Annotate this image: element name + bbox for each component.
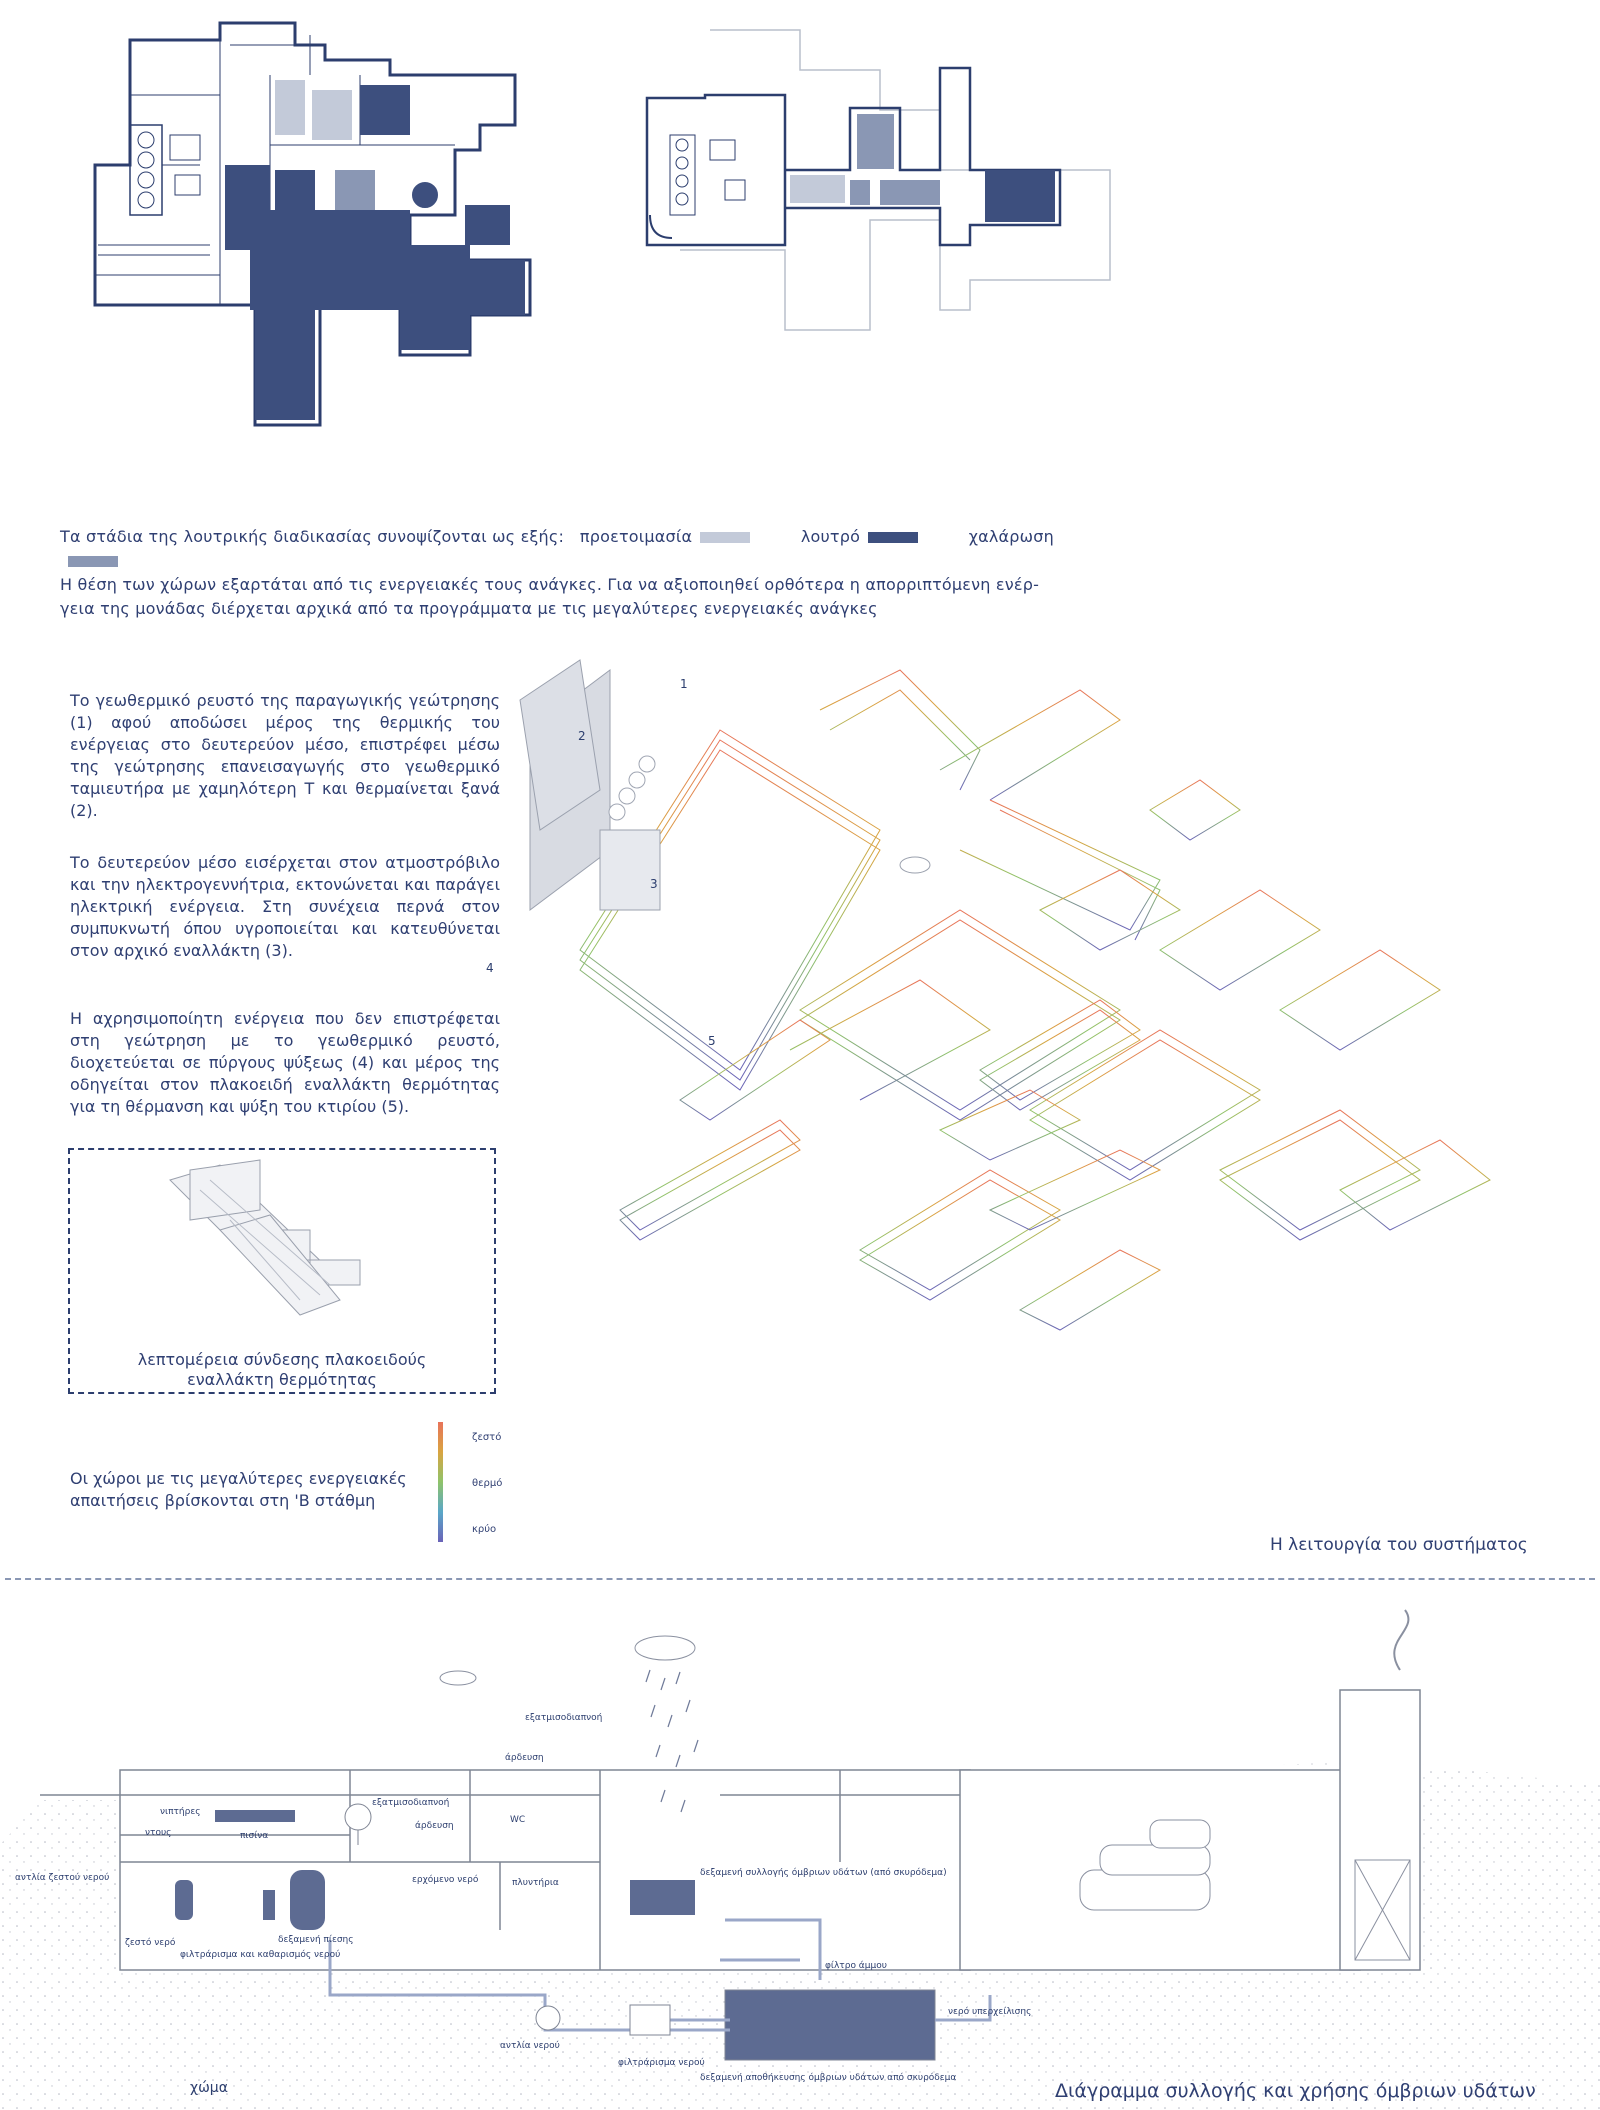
legend-preparation: προετοιμασία bbox=[579, 527, 693, 546]
floor-plan-level-b bbox=[640, 20, 1120, 340]
label-laundry: πλυντήρια bbox=[512, 1878, 559, 1888]
label-pressure-tank: δεξαμενή πίεσης bbox=[278, 1935, 354, 1945]
label-hot-water: ζεστό νερό bbox=[125, 1938, 176, 1948]
detail-caption-line-1: λεπτομέρεια σύνδεσης πλακοειδούς bbox=[137, 1350, 427, 1369]
floor-plan-level-a bbox=[60, 15, 720, 440]
paragraph-3: Η αχρησιμοποίητη ενέργεια που δεν επιστρέφεται στη γεώτρηση με το γεωθερμικό ρευστό, διοχετεύεται σε πύργους ψύξεως (4) και μέρος της οδηγείται στον πλακοειδή εναλλάκτη θερμότητας για τη θέρμανση και ψύξη του κτιρίου (5). bbox=[70, 1009, 500, 1116]
label-irrigation-top: άρδευση bbox=[505, 1753, 544, 1763]
axon-label-5: 5 bbox=[708, 1034, 716, 1048]
label-water-pump: αντλία νερού bbox=[500, 2041, 560, 2051]
rainwater-section-drawing bbox=[0, 1600, 1600, 2110]
legend-line-1 bbox=[60, 525, 1110, 573]
bath-swatch bbox=[868, 532, 918, 543]
scale-warm-label: θερμό bbox=[472, 1478, 503, 1489]
label-sand-filter: φίλτρο άμμου bbox=[825, 1961, 887, 1971]
label-running-water: ερχόμενο νερό bbox=[412, 1875, 479, 1885]
energy-note bbox=[70, 1468, 407, 1512]
axon-label-4: 4 bbox=[486, 961, 494, 975]
label-showers: ντους bbox=[145, 1828, 172, 1838]
section-divider bbox=[5, 1578, 1595, 1580]
label-irrigation: άρδευση bbox=[415, 1821, 454, 1831]
label-collect-tank: δεξαμενή συλλογής όμβριων υδάτων (από σκυρόδεμα) bbox=[700, 1868, 947, 1878]
preparation-swatch bbox=[700, 532, 750, 543]
label-evapotranspiration: εξατμισοδιαπνοή bbox=[372, 1798, 450, 1808]
label-pool: πισίνα bbox=[240, 1831, 269, 1841]
label-evapotranspiration-top: εξατμισοδιαπνοή bbox=[525, 1713, 603, 1723]
heat-exchanger-detail-drawing bbox=[70, 1150, 494, 1330]
detail-caption-line-2: εναλλάκτη θερμότητας bbox=[187, 1370, 377, 1389]
axon-label-1: 1 bbox=[680, 677, 688, 691]
legend-intro: Τα στάδια της λουτρικής διαδικασίας συνοψίζονται ως εξής: bbox=[60, 527, 565, 546]
legend-line-2: Η θέση των χώρων εξαρτάται από τις ενεργειακές τους ανάγκες. Για να αξιοποιηθεί ορθότερα η απορριπτόμενη ενέρ- bbox=[60, 575, 1040, 594]
label-wc: WC bbox=[510, 1815, 526, 1825]
paragraph-1: Το γεωθερμικό ρευστό της παραγωγικής γεώτρησης (1) αφού αποδώσει μέρος της θερμικής του ενέργειας στο δευτερεύον μέσο, επιστρέφει μέσω της γεώτρησης επανεισαγωγής στο γεωθερμικό ταμιευτήρα με χαμηλότερη Τ και θερμαίνεται ξανά (2). bbox=[70, 691, 500, 820]
paragraph-2: Το δευτερεύον μέσο εισέρχεται στον ατμοστρόβιλο και την ηλεκτρογεννήτρια, εκτονώνεται και παράγει ηλεκτρική ενέργεια. Στη συνέχεια περνά στον συμπυκνωτή όπου υγροποιείται και κατευθύνεται στον αρχικό εναλλάκτη (3). bbox=[70, 853, 500, 960]
scale-hot-label: ζεστό bbox=[472, 1432, 502, 1443]
section-title: Διάγραμμα συλλογής και χρήσης όμβριων υδάτων bbox=[1055, 2080, 1536, 2102]
energy-note-line-2: απαιτήσεις βρίσκονται στη 'Β στάθμη bbox=[70, 1491, 376, 1510]
axon-label-2: 2 bbox=[578, 729, 586, 743]
stages-legend bbox=[60, 525, 1110, 621]
axon-label-3: 3 bbox=[650, 877, 658, 891]
legend-line-3: γεια της μονάδας διέρχεται αρχικά από τα προγράμματα με τις μεγαλύτερες ενεργειακές ανάγκες bbox=[60, 599, 878, 618]
label-sinks: νιπτήρες bbox=[160, 1807, 201, 1817]
temperature-scale-bar bbox=[438, 1422, 443, 1542]
detail-box bbox=[68, 1148, 496, 1394]
label-water-filter: φιλτράρισμα νερού bbox=[618, 2058, 705, 2068]
label-overflow: νερό υπερχείλισης bbox=[948, 2007, 1032, 2017]
label-filter-clean: φιλτράρισμα και καθαρισμός νερού bbox=[180, 1950, 341, 1960]
system-title: Η λειτουργία του συστήματος bbox=[1270, 1535, 1528, 1555]
label-soil: χώμα bbox=[190, 2080, 228, 2096]
energy-note-line-1: Οι χώροι με τις μεγαλύτερες ενεργειακές bbox=[70, 1469, 407, 1488]
relaxation-swatch bbox=[68, 556, 118, 567]
legend-relaxation: χαλάρωση bbox=[968, 527, 1054, 546]
legend-bath: λουτρό bbox=[800, 527, 861, 546]
label-storage-tank: δεξαμενή αποθήκευσης όμβριων υδάτων από σκυρόδεμα bbox=[700, 2073, 957, 2083]
scale-cold-label: κρύο bbox=[472, 1524, 497, 1535]
label-hot-water-pump: αντλία ζεστού νερού bbox=[15, 1873, 110, 1883]
